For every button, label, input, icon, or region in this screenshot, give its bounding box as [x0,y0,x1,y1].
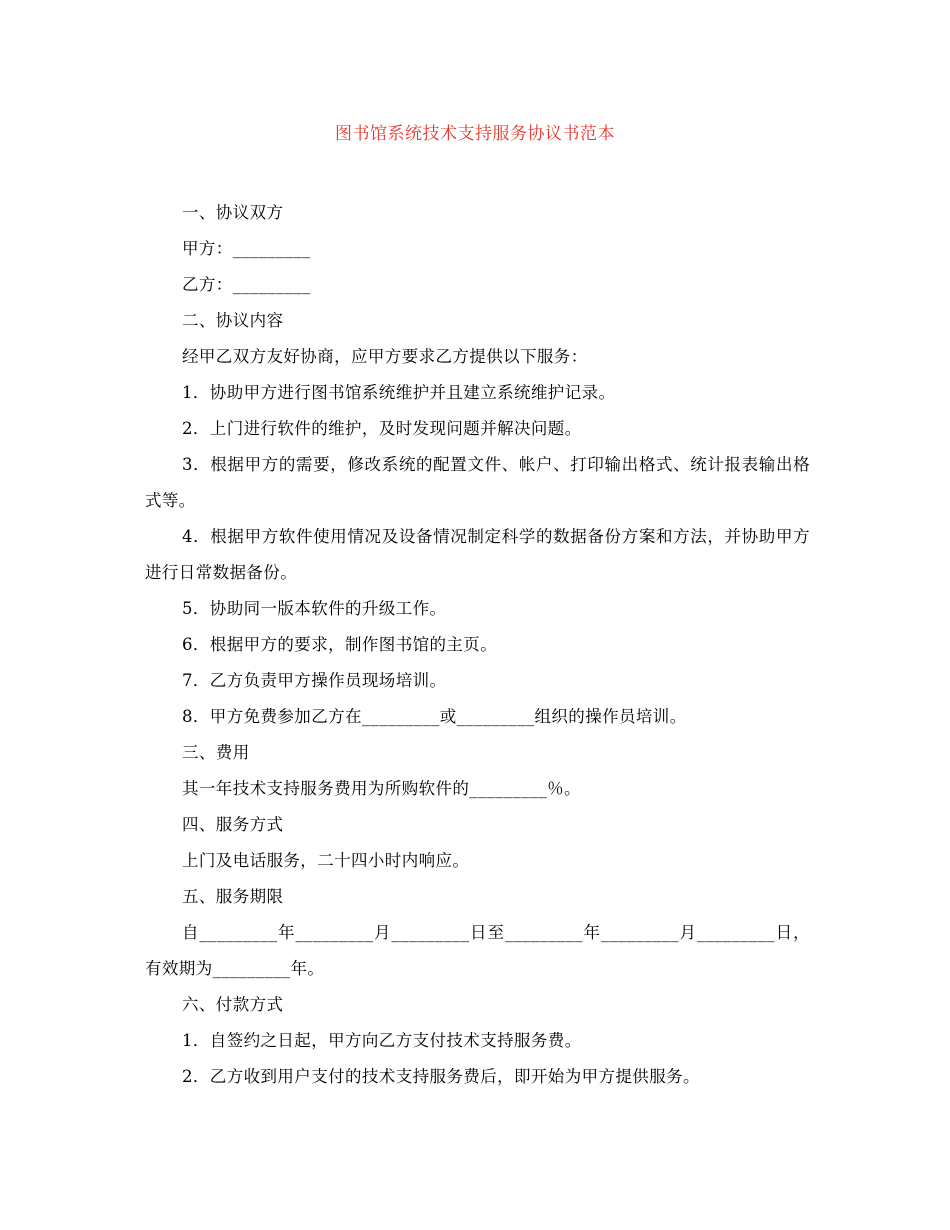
document-title: 图书馆系统技术支持服务协议书范本 [335,124,615,144]
service-item-1: 1．协助甲方进行图书馆系统维护并且建立系统维护记录。 [182,383,616,402]
document-body [145,195,810,1095]
service-item-3: 3．根据甲方的需要，修改系统的配置文件、帐户、打印输出格式、统计报表输出格式等。 [145,455,810,510]
section-heading-term: 五、服务期限 [182,887,284,906]
section-heading-content: 二、协议内容 [182,311,284,330]
service-item-5: 5．协助同一版本软件的升级工作。 [182,599,447,618]
section-heading-payment: 六、付款方式 [182,995,284,1014]
service-item-2: 2．上门进行软件的维护，及时发现问题并解决问题。 [182,419,582,438]
content-intro: 经甲乙双方友好协商，应甲方要求乙方提供以下服务： [182,347,588,366]
section-heading-fees: 三、费用 [182,743,250,762]
service-item-8: 8．甲方免费参加乙方在_________或_________组织的操作员培训。 [182,707,687,726]
section-heading-service-mode: 四、服务方式 [182,815,284,834]
section-heading-parties: 一、协议双方 [182,203,284,222]
party-a-line: 甲方：_________ [182,239,311,258]
payment-item-1: 1．自签约之日起，甲方向乙方支付技术支持服务费。 [182,1031,582,1050]
party-b-line: 乙方：_________ [182,275,311,294]
service-item-4: 4．根据甲方软件使用情况及设备情况制定科学的数据备份方案和方法，并协助甲方进行日常数据备份。 [145,527,810,582]
payment-item-2: 2．乙方收到用户支付的技术支持服务费后，即开始为甲方提供服务。 [182,1067,700,1086]
service-item-6: 6．根据甲方的要求，制作图书馆的主页。 [182,635,498,654]
service-item-7: 7．乙方负责甲方操作员现场培训。 [182,671,447,690]
fees-text: 其一年技术支持服务费用为所购软件的_________％。 [182,779,581,798]
service-mode-text: 上门及电话服务，二十四小时内响应。 [182,851,470,870]
term-text: 自_________年_________月_________日至_________年_________月_________日，有效期为_________年。 [145,923,810,978]
